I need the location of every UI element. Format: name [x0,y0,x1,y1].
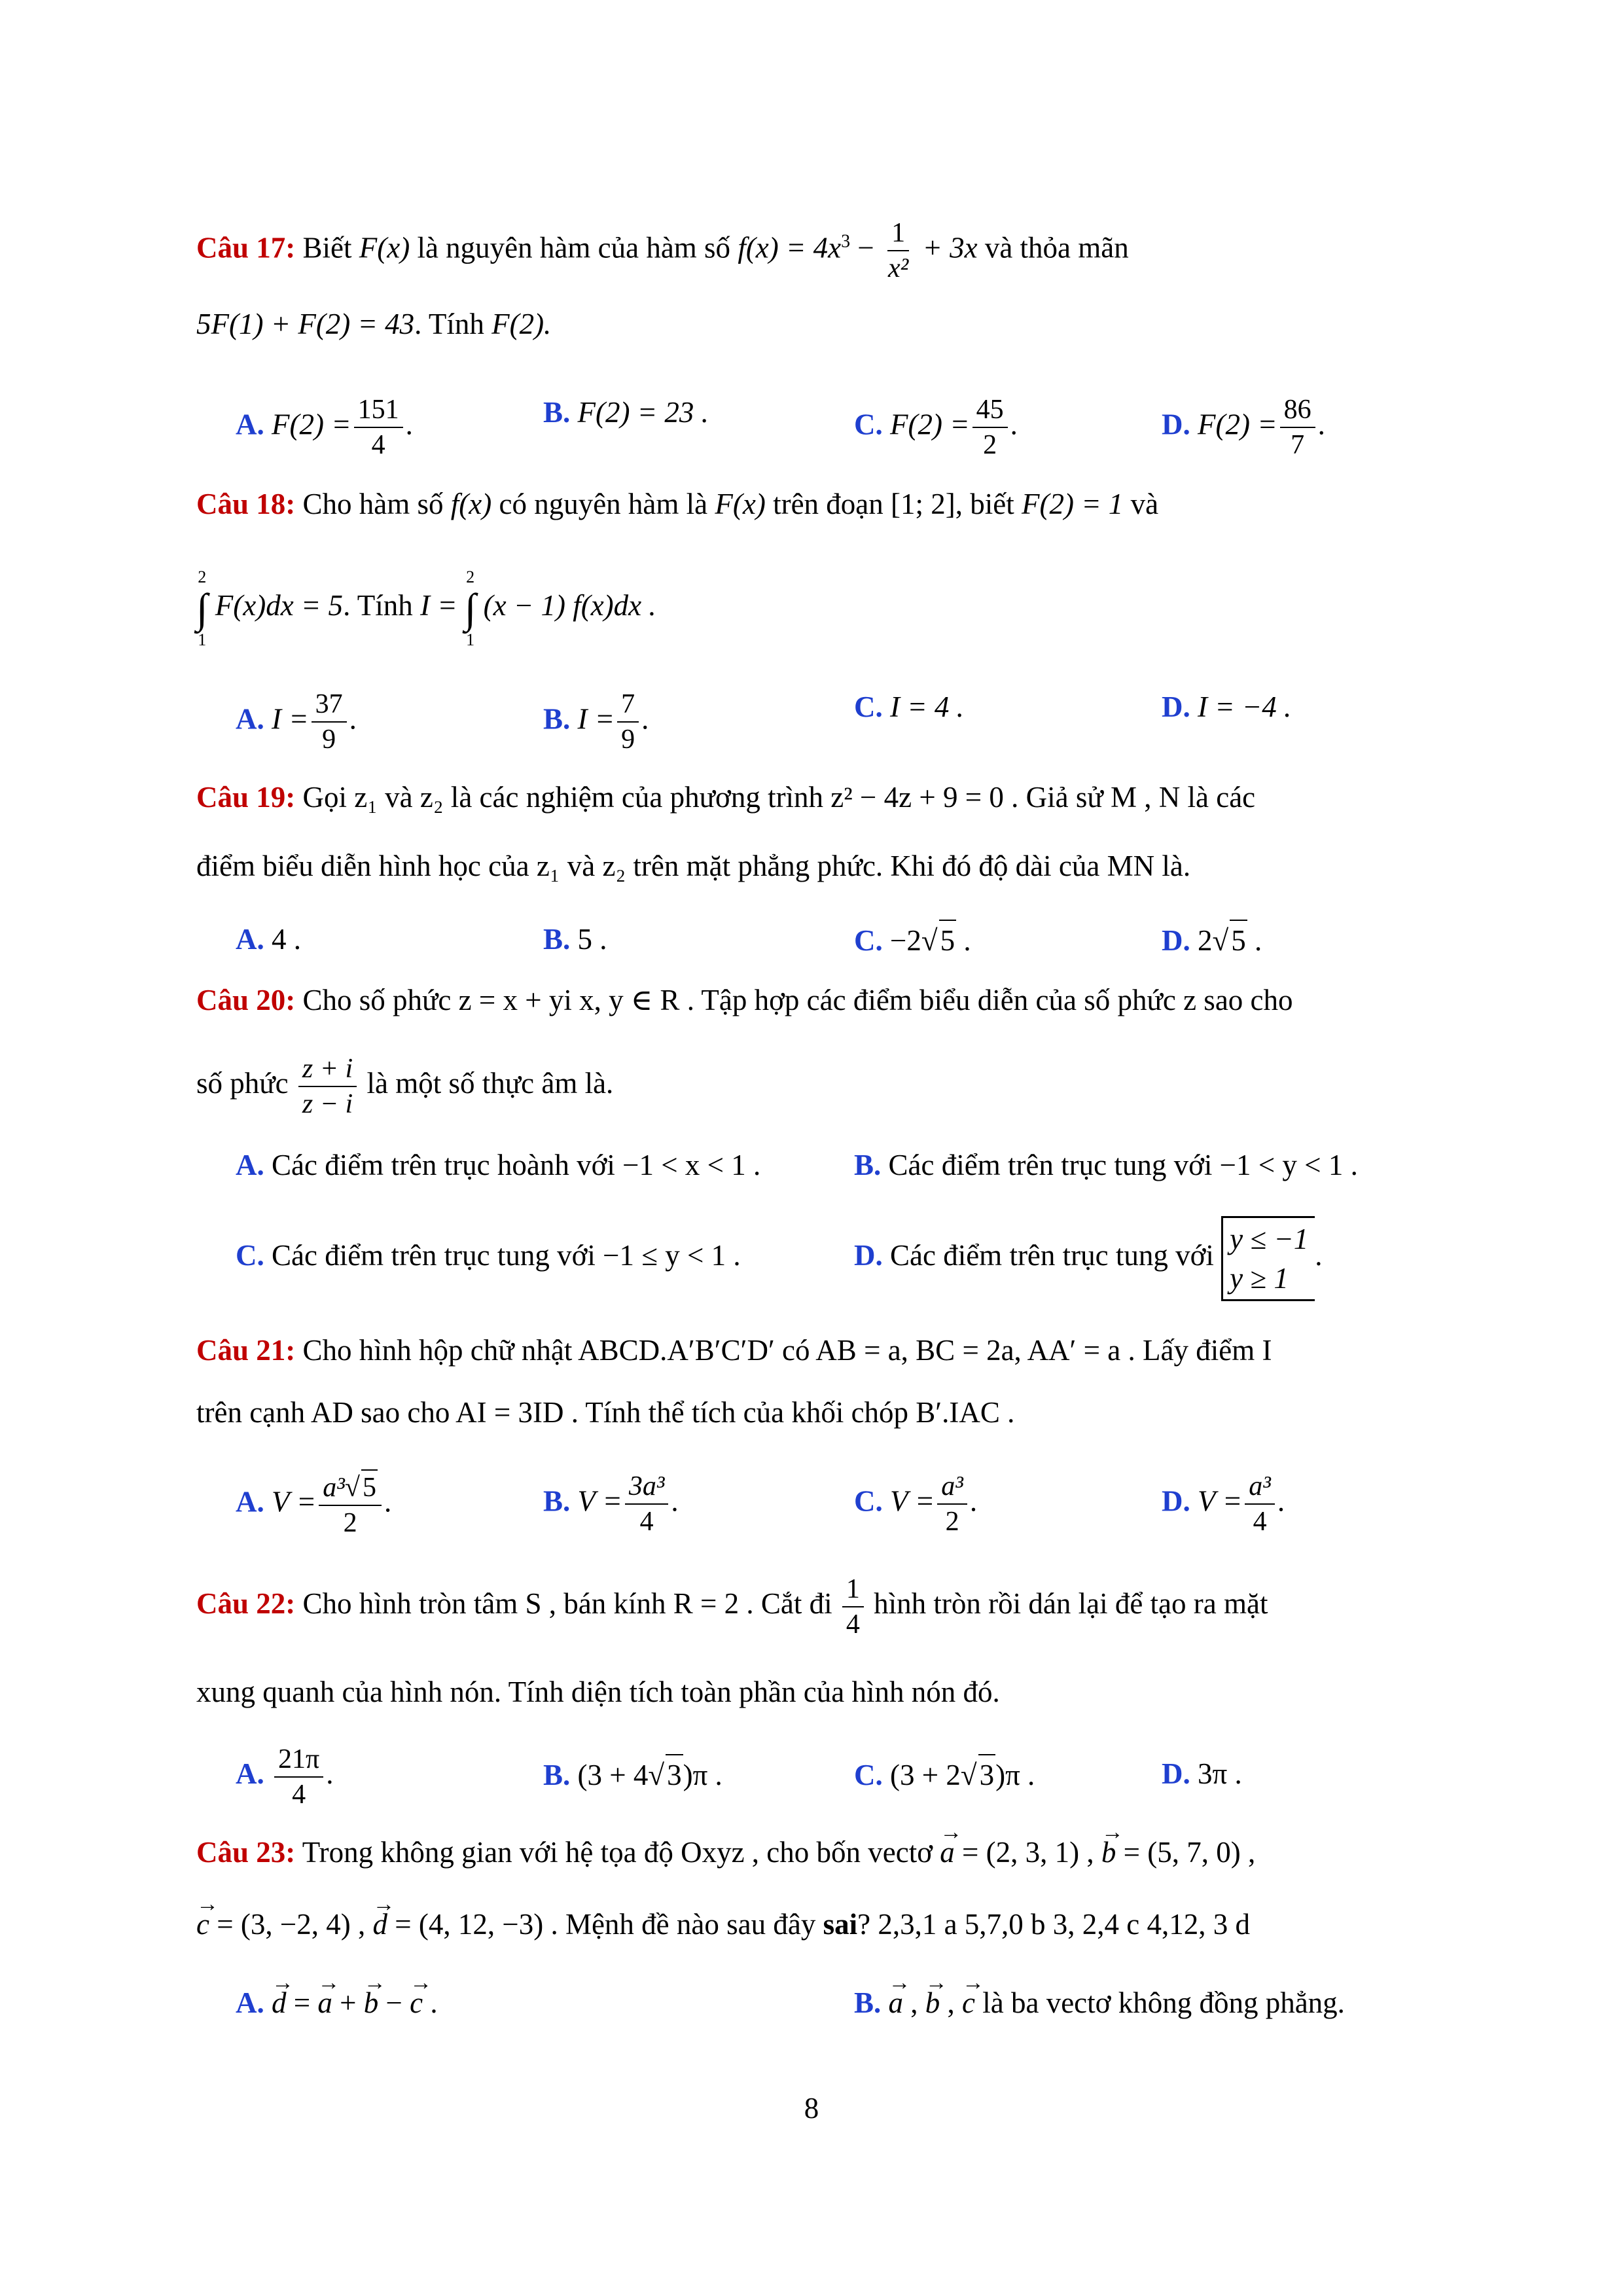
q22-option-a[interactable]: A. $\frac{21\pi}{4}$ . [236,1738,333,1812]
q17-line-1 [196,216,1440,285]
q19-option-b[interactable]: B. 5 . [543,923,607,956]
q19-line-1: Câu 19: Gọi z₁ và z₂ là các nghiệm của phương trình z² − 4z + 9 = 0 . Giả sử M , N là các [196,781,1256,814]
q17-condition: 5F(1) + F(2) = 43 [196,308,415,340]
q20-system-bracket: y ≤ −1 y ≥ 1 [1221,1216,1315,1301]
q21-line-2: trên cạnh AD sao cho AI = 3ID . Tính thể tích của khối chóp B′.IAC . [196,1396,1015,1429]
q19-option-d[interactable]: D. 2√5 . [1162,920,1262,960]
q19-option-c[interactable]: C. −2√5 . [854,920,971,960]
q17-option-c[interactable]: C. F(2) = $\frac{45}{2}$ . [854,393,1018,462]
q17-label: Câu 17: [196,231,296,264]
q20-option-b[interactable]: B. Các điểm trên trục tung với −1 < y < 1 . [854,1149,1358,1181]
q20-option-d[interactable]: D. Các điểm trên trục tung với y ≤ −1 y ≥ 1 . [854,1208,1322,1303]
q22-line-2: xung quanh của hình nón. Tính diện tích toàn phần của hình nón đó. [196,1676,1000,1708]
q20-line-1: Câu 20: Cho số phức z = x + yi x, y ∈ R . Tập hợp các điểm biểu diễn của số phức z sao cho [196,984,1293,1016]
q23-line-2: → c = (3, −2, 4) , → d = (4, 12, −3) . Mệnh đề nào sau đây sai? 2,3,1 a 5,7,0 b 3, 2,4 c 4,12, 3 d [196,1905,1440,1944]
q20-fraction: $\frac{z + i}{z - i}$ [298,1052,357,1121]
q17-fx-rest: + 3x [922,231,978,264]
vector-c: → c [196,1905,209,1944]
q17-option-b[interactable]: B. F(2) = 23 . [543,396,709,429]
q17-option-d[interactable]: D. F(2) = $\frac{86}{7}$ . [1162,393,1325,462]
q18-option-c[interactable]: C. I = 4 . [854,691,964,723]
q22-line-1: Câu 22: Cho hình tròn tâm S , bán kính R = 2 . Cắt đi $\frac{1}{4}$ hình tròn rồi dán lại để tạo ra mặt [196,1564,1440,1643]
q17-line-2 [196,304,1440,344]
q17-fraction: $\frac{1}{\text{x²}}$ [884,216,912,285]
q17-text-4: . Tính [414,308,484,340]
q19-label: Câu 19: [196,781,296,814]
q21-option-b[interactable]: B. V = $\frac{\text{3a³}}{4}$ . [543,1469,679,1539]
q22-fraction: $\frac{1}{4}$ [842,1572,864,1641]
q17-text-1: Biết [302,231,352,264]
q17-fx-exp: 3 [841,231,851,252]
q17-ask: F(2). [491,308,552,340]
q20-line-2: số phức $\frac{z + i}{z - i}$ là một số thực âm là. [196,1044,1440,1122]
q23-option-a[interactable]: A. → d = → a + → b − → c . [236,1983,438,2022]
q20-option-a[interactable]: A. Các điểm trên trục hoành với −1 < x < 1 . [236,1149,761,1181]
q18-option-d[interactable]: D. I = −4 . [1162,691,1292,723]
q18-option-b[interactable]: B. I = $\frac{7}{9}$ . [543,687,649,757]
q22-option-b[interactable]: B. (3 + 4√3)π . [543,1754,722,1795]
q20-option-c[interactable]: C. Các điểm trên trục tung với −1 ≤ y < 1 . [236,1239,741,1272]
q18-option-a[interactable]: A. I = $\frac{37}{9}$ . [236,687,357,757]
q22-label: Câu 22: [196,1587,296,1620]
q21-option-c[interactable]: C. V = $\frac{\text{a³}}{2}$ . [854,1469,977,1539]
q19-line-2: điểm biểu diễn hình học của z₁ và z₂ trên mặt phẳng phức. Khi đó độ dài của MN là. [196,850,1191,882]
q21-label: Câu 21: [196,1334,296,1367]
q18-line-2: 2 ∫ 1 F(x)dx = 5. Tính I = 2 ∫ 1 (x − 1) f(x)dx . [196,556,1440,655]
q22-option-d[interactable]: D. 3π . [1162,1757,1242,1790]
q18-line-1: Câu 18: Cho hàm số f(x) có nguyên hàm là F(x) trên đoạn [1; 2], biết F(2) = 1 và [196,488,1159,520]
q17-option-a[interactable]: A. F(2) = $\frac{151}{4}$ . [236,393,413,462]
q19-option-a[interactable]: A. 4 . [236,923,301,956]
integral-sign: 2 ∫ 1 [464,567,476,649]
page-number: 8 [804,2092,819,2125]
integral-sign: 2 ∫ 1 [196,567,208,649]
vector-d: → d [372,1905,387,1944]
q17-Fx: F(x) [359,231,410,264]
q23-line-1: Câu 23: Trong không gian với hệ tọa độ Oxyz , cho bốn vectơ → a = (2, 3, 1) , → b = (5, 7, 0) , [196,1833,1440,1872]
q22-option-c[interactable]: C. (3 + 2√3)π . [854,1754,1035,1795]
q17-text-2: là nguyên hàm của hàm số [417,231,731,264]
q20-label: Câu 20: [196,984,296,1016]
q23-option-b[interactable]: B. → a , → b , → c là ba vectơ không đồng phẳng. [854,1983,1345,2022]
vector-b: → b [1101,1833,1116,1872]
q21-line-1: Câu 21: Cho hình hộp chữ nhật ABCD.A′B′C′D′ có AB = a, BC = 2a, AA′ = a . Lấy điểm I [196,1334,1272,1367]
vector-a: → a [940,1833,955,1872]
q17-fx-lhs: f(x) = 4x [738,231,842,264]
q21-option-d[interactable]: D. V = $\frac{\text{a³}}{4}$ . [1162,1469,1285,1539]
q17-fx-minus: − [857,231,874,264]
q18-label: Câu 18: [196,488,296,520]
q17-text-3: và thỏa mãn [984,231,1129,264]
q21-option-a[interactable]: A. V = $\frac{\text{a³√5}}{2}$ . [236,1469,391,1540]
q23-label: Câu 23: [196,1836,296,1869]
